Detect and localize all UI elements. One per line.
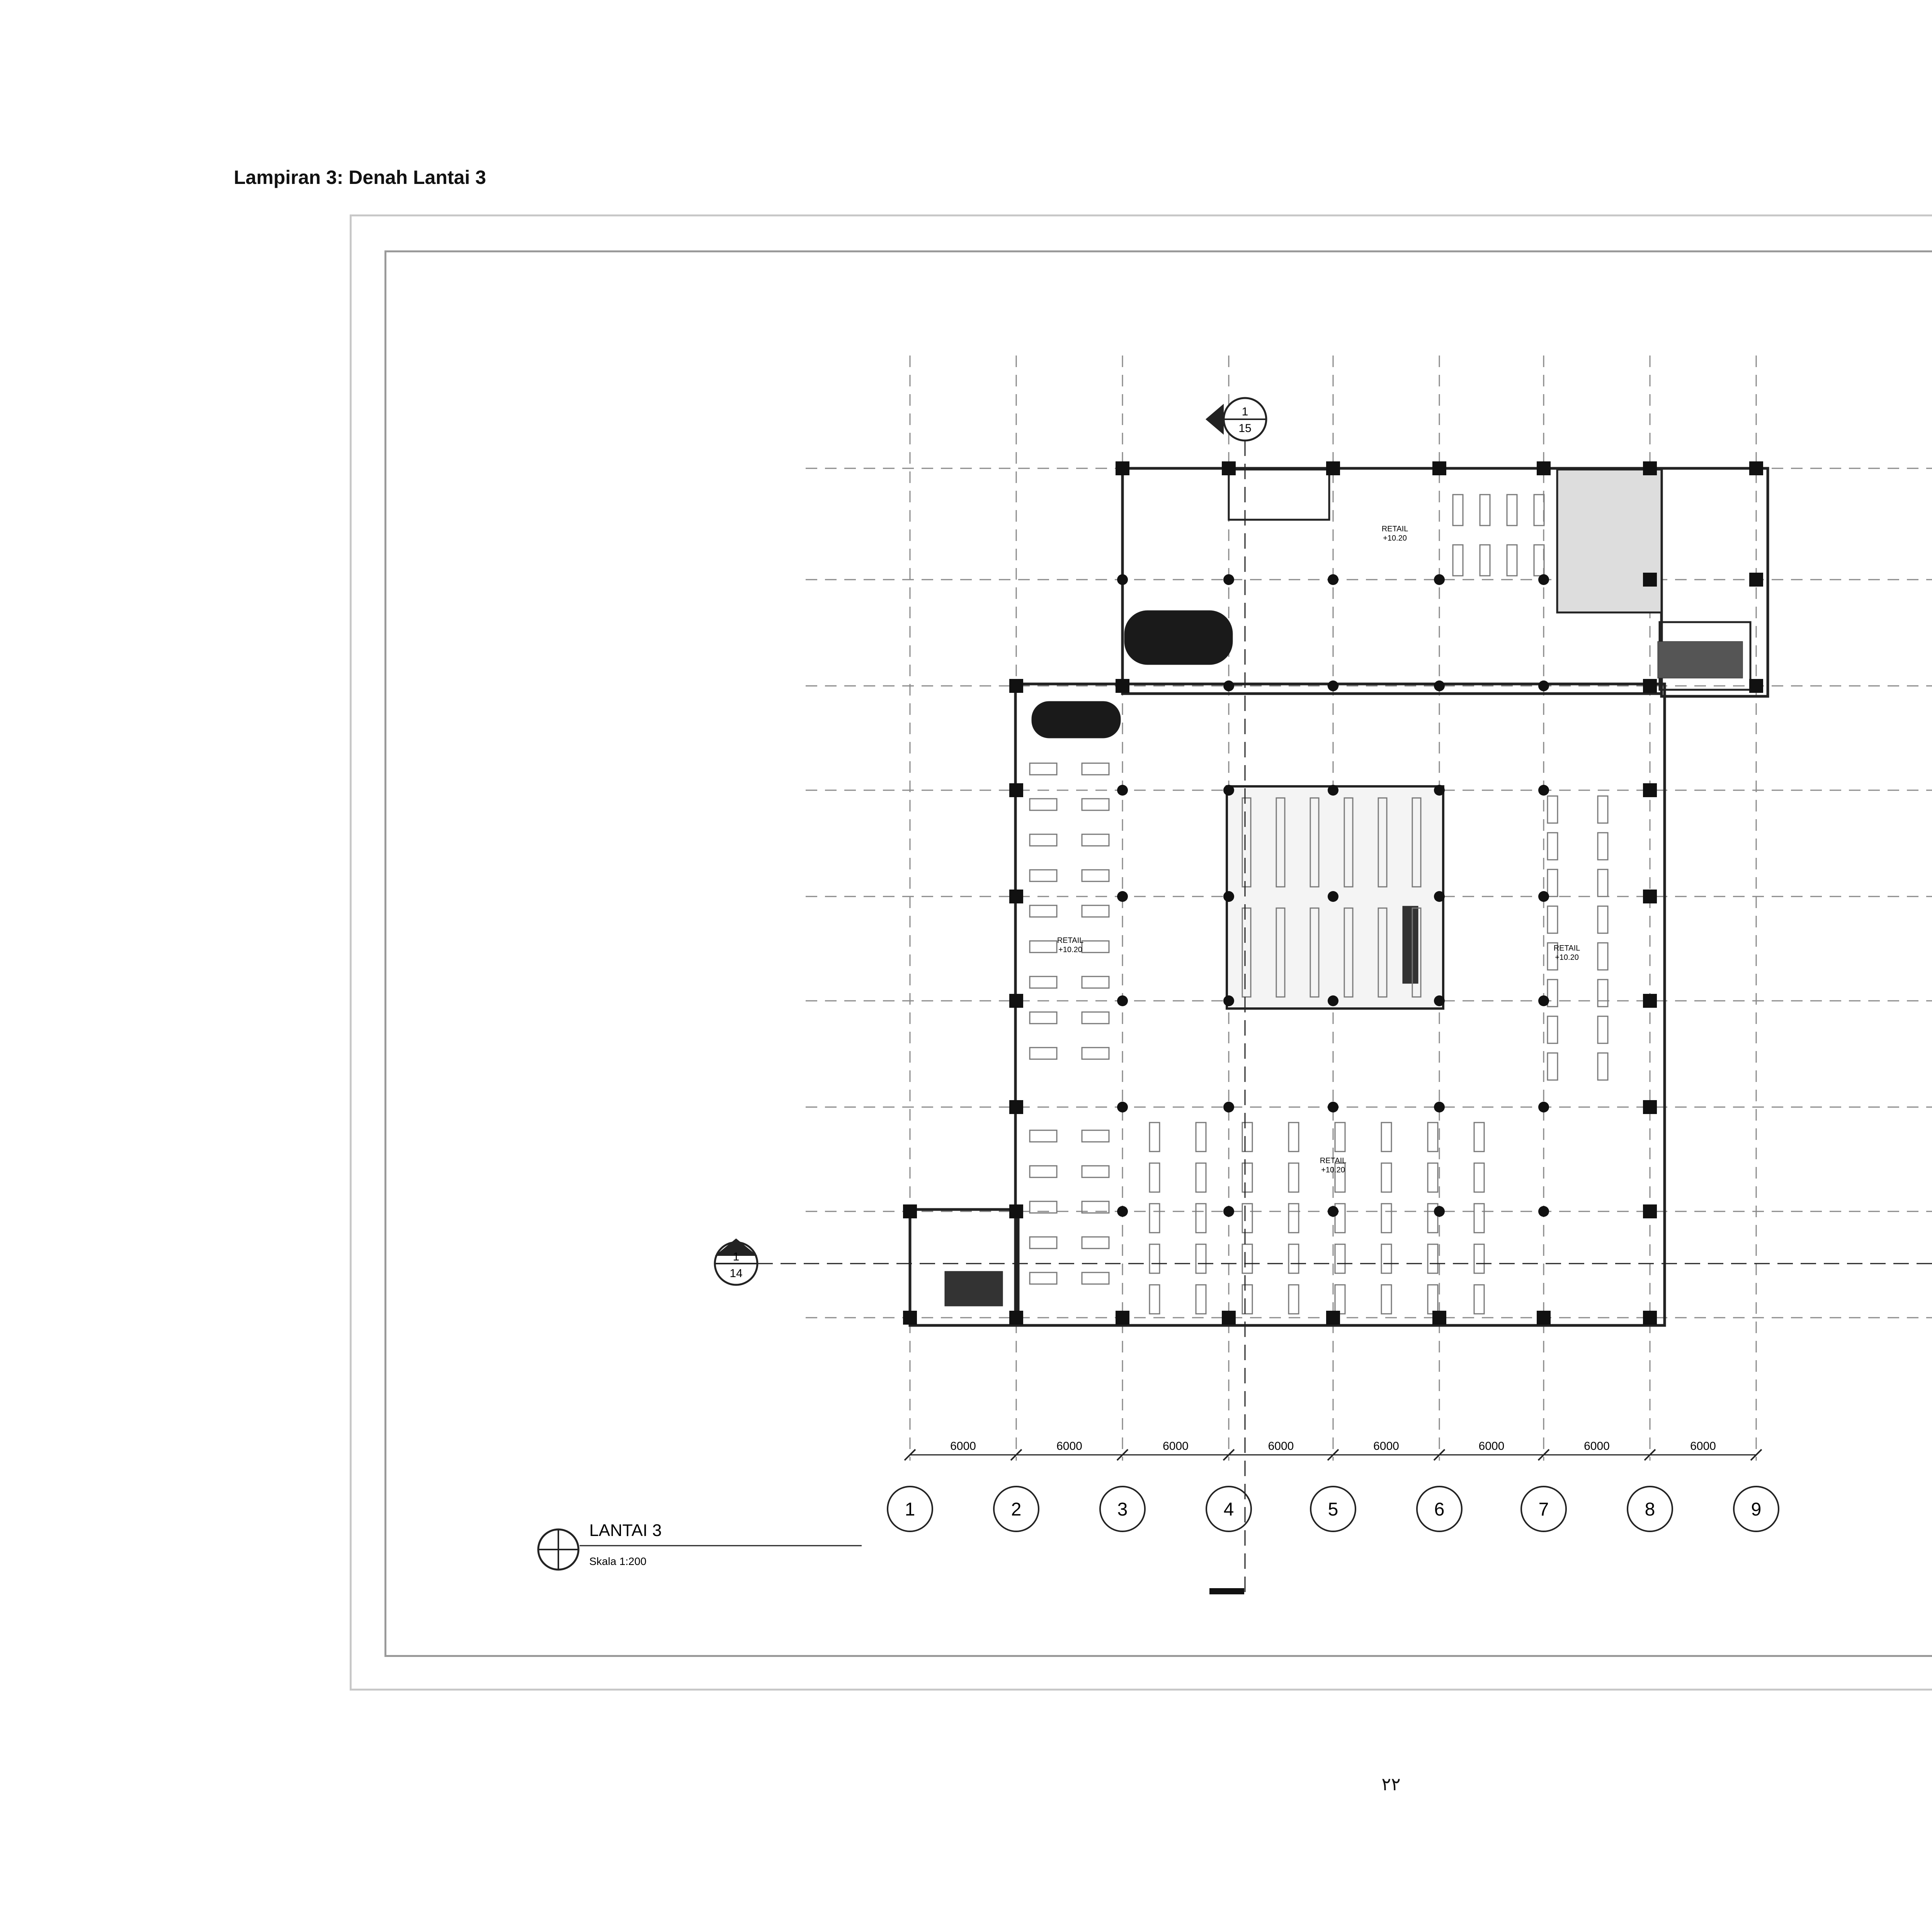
section-marker-top [1206, 398, 1266, 441]
structural-column [1434, 891, 1445, 902]
structural-column [1328, 574, 1338, 585]
structural-column [1223, 995, 1234, 1006]
dimension-label: 6000 [1373, 1440, 1399, 1453]
stair-core-southwest [910, 1209, 1018, 1325]
structural-column [1117, 891, 1128, 902]
shelf-unit [1548, 980, 1558, 1007]
shelf-unit [1598, 906, 1608, 933]
svg-text:14: 14 [730, 1267, 743, 1280]
grid-bubble-label: 9 [1751, 1499, 1762, 1520]
stair-run-southwest [945, 1271, 1003, 1306]
shelf-unit [1030, 1048, 1057, 1059]
shelf-unit [1335, 1123, 1345, 1152]
shelf-unit [1474, 1123, 1484, 1152]
grid-bubble-label: 4 [1223, 1499, 1234, 1520]
svg-text:Skala 1:200: Skala 1:200 [589, 1555, 646, 1567]
shelf-unit [1082, 1130, 1109, 1142]
shelf-unit [1030, 1272, 1057, 1284]
shelf-unit [1453, 545, 1463, 576]
shelf-unit [1196, 1163, 1206, 1192]
toilet-block [1229, 469, 1329, 520]
shelf-unit [1030, 1166, 1057, 1177]
structural-column [1223, 785, 1234, 796]
structural-column [1749, 461, 1763, 475]
grid-bubble-label: 5 [1328, 1499, 1338, 1520]
structural-column [1222, 461, 1236, 475]
grid-bubble-label: 7 [1538, 1499, 1549, 1520]
shelf-unit [1030, 1012, 1057, 1024]
view-title-block [538, 1521, 862, 1570]
structural-column [1223, 680, 1234, 691]
structural-column [1538, 1102, 1549, 1112]
shelf-unit [1196, 1244, 1206, 1273]
shelf-unit [1474, 1163, 1484, 1192]
retail-level: +10.20 [1058, 946, 1082, 954]
shelf-unit [1030, 1237, 1057, 1249]
structural-column [1009, 783, 1023, 797]
structural-column [1328, 1206, 1338, 1217]
shelf-unit [1289, 1204, 1299, 1233]
shelf-unit [1082, 976, 1109, 988]
shelf-unit [1289, 1244, 1299, 1273]
structural-column [1223, 1206, 1234, 1217]
shelf-unit [1030, 870, 1057, 881]
shelf-unit [1082, 1272, 1109, 1284]
structural-column [1222, 1311, 1236, 1325]
retail-label: RETAIL [1553, 944, 1580, 953]
page-number: ٢٢ [1381, 1774, 1401, 1794]
shelf-unit [1534, 545, 1544, 576]
structural-column [1643, 1311, 1657, 1325]
shelf-unit [1335, 1244, 1345, 1273]
shelf-unit [1082, 1048, 1109, 1059]
shelf-unit [1428, 1123, 1438, 1152]
structural-column [1538, 1206, 1549, 1217]
retail-label: RETAIL [1057, 936, 1084, 945]
car-display-left [1032, 701, 1121, 738]
shelf-unit [1428, 1244, 1438, 1273]
shelf-unit [1150, 1204, 1160, 1233]
shelf-unit [1030, 976, 1057, 988]
structural-column [1537, 1311, 1551, 1325]
structural-column [1434, 995, 1445, 1006]
structural-column [1009, 679, 1023, 693]
shelf-unit [1534, 495, 1544, 526]
shelf-unit [1548, 833, 1558, 860]
structural-column [1328, 785, 1338, 796]
structural-column [1009, 1311, 1023, 1325]
escalator [1403, 906, 1418, 983]
structural-column [1009, 994, 1023, 1008]
shelf-unit [1381, 1123, 1391, 1152]
structural-column [1538, 680, 1549, 691]
shelf-unit [1196, 1285, 1206, 1314]
shelf-unit [1196, 1123, 1206, 1152]
structural-column [1643, 783, 1657, 797]
retail-label: RETAIL [1320, 1157, 1347, 1165]
structural-column [1116, 1311, 1129, 1325]
shelf-unit [1548, 1053, 1558, 1080]
structural-column [1434, 574, 1445, 585]
shelf-unit [1289, 1123, 1299, 1152]
shelf-unit [1030, 763, 1057, 775]
structural-column [1538, 785, 1549, 796]
shelf-unit [1082, 870, 1109, 881]
shelf-unit [1030, 905, 1057, 917]
shelf-unit [1030, 799, 1057, 810]
shelf-unit [1082, 1166, 1109, 1177]
structural-column [1643, 679, 1657, 693]
shelf-unit [1428, 1285, 1438, 1314]
grid-bubble-label: 1 [905, 1499, 915, 1520]
shelf-unit [1548, 906, 1558, 933]
shelf-unit [1242, 1285, 1252, 1314]
structural-column [1643, 461, 1657, 475]
structural-column [1117, 785, 1128, 796]
shelf-unit [1289, 1163, 1299, 1192]
shelf-unit [1242, 1163, 1252, 1192]
structural-column [1432, 461, 1446, 475]
shelf-unit [1381, 1163, 1391, 1192]
structural-column [1117, 1102, 1128, 1112]
retail-level: +10.20 [1555, 953, 1579, 962]
retail-label: RETAIL [1381, 525, 1408, 533]
shelf-unit [1030, 1130, 1057, 1142]
shelf-unit [1242, 1244, 1252, 1273]
shelf-unit [1289, 1285, 1299, 1314]
grid-bubble-label: 3 [1117, 1499, 1128, 1520]
structural-column [1009, 1100, 1023, 1114]
shelf-unit [1381, 1285, 1391, 1314]
shelf-unit [1150, 1163, 1160, 1192]
structural-column [1538, 574, 1549, 585]
shelf-unit [1480, 495, 1490, 526]
dimension-label: 6000 [1268, 1440, 1294, 1453]
shelf-unit [1598, 796, 1608, 823]
shelf-unit [1598, 869, 1608, 896]
shelf-unit [1150, 1285, 1160, 1314]
structural-column [1538, 891, 1549, 902]
shelf-unit [1474, 1204, 1484, 1233]
shelf-unit [1242, 1123, 1252, 1152]
shelf-unit [1474, 1244, 1484, 1273]
shelf-unit [1548, 869, 1558, 896]
section-marker-left [715, 1238, 757, 1285]
dimension-label: 6000 [1163, 1440, 1189, 1453]
svg-text:1: 1 [1242, 405, 1248, 418]
structural-column [1117, 1206, 1128, 1217]
shelf-unit [1507, 495, 1517, 526]
shelf-unit [1030, 941, 1057, 953]
dimension-label: 6000 [1056, 1440, 1082, 1453]
grid-bubble-label: 8 [1645, 1499, 1655, 1520]
structural-column [1117, 995, 1128, 1006]
shelf-unit [1474, 1285, 1484, 1314]
structural-column [1749, 573, 1763, 587]
page-heading: Lampiran 3: Denah Lantai 3 [234, 167, 486, 188]
shelf-unit [1082, 763, 1109, 775]
shelf-unit [1242, 1204, 1252, 1233]
lift-hall-hatched [1557, 469, 1662, 612]
column-grid-bubbles [888, 1487, 1779, 1531]
retail-level: +10.20 [1383, 534, 1407, 543]
structural-column [1328, 995, 1338, 1006]
shelf-unit [1598, 1016, 1608, 1043]
structural-column [1328, 891, 1338, 902]
shelf-unit [1507, 545, 1517, 576]
structural-column [1326, 1311, 1340, 1325]
shelf-unit [1548, 1016, 1558, 1043]
structural-column [1643, 1100, 1657, 1114]
shelf-unit [1598, 833, 1608, 860]
dimension-label: 6000 [1478, 1440, 1505, 1453]
structural-column [1643, 1204, 1657, 1218]
shelf-unit [1082, 834, 1109, 846]
shelf-unit [1082, 905, 1109, 917]
svg-text:LANTAI 3: LANTAI 3 [589, 1521, 662, 1540]
svg-text:1: 1 [733, 1250, 740, 1263]
shelf-unit [1082, 941, 1109, 953]
structural-column [1116, 679, 1129, 693]
structural-column [1434, 680, 1445, 691]
structural-column [1749, 679, 1763, 693]
structural-column [1538, 995, 1549, 1006]
shelf-unit [1598, 980, 1608, 1007]
structural-column [1223, 574, 1234, 585]
structural-column [1009, 890, 1023, 903]
structural-column [1223, 891, 1234, 902]
shelf-unit [1453, 495, 1463, 526]
shelf-unit [1548, 796, 1558, 823]
stair-run-northeast [1658, 641, 1743, 678]
shelf-unit [1082, 1012, 1109, 1024]
structural-column [1223, 1102, 1234, 1112]
structural-column [1116, 461, 1129, 475]
shelf-unit [1480, 545, 1490, 576]
shelf-unit [1598, 943, 1608, 970]
structural-column [1117, 574, 1128, 585]
dimension-label: 6000 [950, 1440, 976, 1453]
structural-column [1328, 680, 1338, 691]
structural-column [1643, 573, 1657, 587]
shelf-unit [1082, 1237, 1109, 1249]
structural-column [1537, 461, 1551, 475]
shelf-unit [1030, 834, 1057, 846]
shelf-unit [1381, 1244, 1391, 1273]
shelf-unit [1150, 1123, 1160, 1152]
svg-text:15: 15 [1238, 422, 1252, 435]
shelf-unit [1428, 1163, 1438, 1192]
structural-column [1326, 461, 1340, 475]
dimension-label: 6000 [1584, 1440, 1610, 1453]
structural-column [1432, 1311, 1446, 1325]
structural-column [1643, 890, 1657, 903]
section-end-bar-bottom [1209, 1588, 1244, 1594]
shelf-unit [1335, 1285, 1345, 1314]
shelf-unit [1381, 1204, 1391, 1233]
shelf-unit [1598, 1053, 1608, 1080]
grid-bubble-label: 6 [1434, 1499, 1445, 1520]
shelf-unit [1196, 1204, 1206, 1233]
structural-column [1643, 994, 1657, 1008]
structural-column [1009, 1204, 1023, 1218]
dimension-label: 6000 [1690, 1440, 1716, 1453]
grid-bubble-label: 2 [1011, 1499, 1022, 1520]
structural-column [1434, 785, 1445, 796]
structural-column [1328, 1102, 1338, 1112]
car-display-top [1124, 611, 1233, 665]
structural-column [1434, 1102, 1445, 1112]
structural-column [1434, 1206, 1445, 1217]
shelf-unit [1082, 799, 1109, 810]
retail-level: +10.20 [1321, 1166, 1345, 1174]
structural-column [903, 1204, 917, 1218]
structural-column [903, 1311, 917, 1325]
shelf-unit [1150, 1244, 1160, 1273]
